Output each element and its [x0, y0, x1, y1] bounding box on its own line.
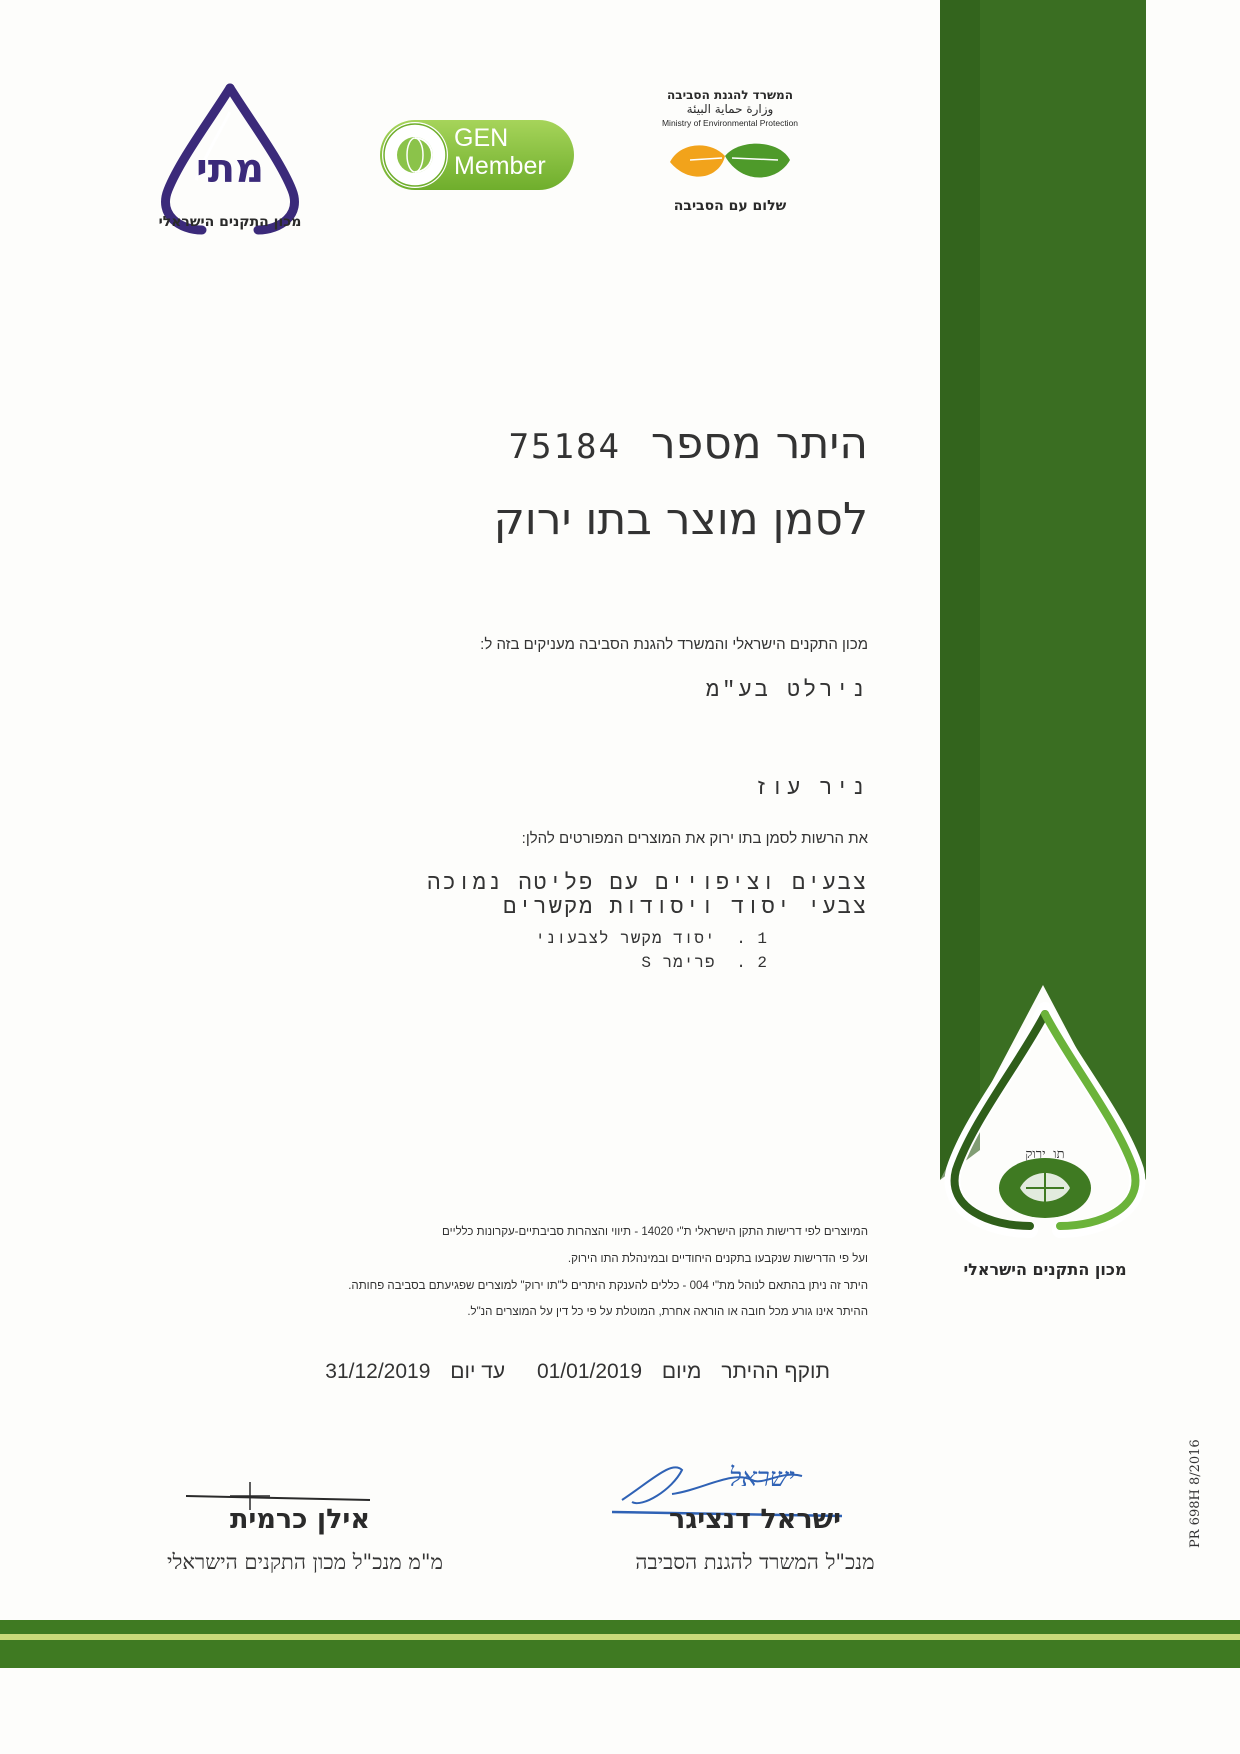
bottom-stripe	[0, 1620, 1240, 1668]
mati-mark-text: מתי	[195, 146, 265, 192]
permit-label: היתר מספר	[650, 418, 868, 469]
gen-member-logo	[378, 118, 576, 192]
validity-from-label: מיום	[661, 1360, 702, 1383]
product-category-line1: צבעים וציפויים עם פליטה נמוכה	[427, 871, 868, 896]
leaves-icon	[650, 134, 810, 194]
signer-right-title: מנכ"ל המשרד להגנת הסביבה	[635, 1550, 875, 1574]
page-title	[509, 418, 868, 469]
ministry-hebrew-name: המשרד להגנת הסביבה	[667, 88, 793, 102]
product-item-number: 1 .	[736, 930, 768, 948]
product-category-line2: צבעי יסוד ויסודות מקשרים	[503, 895, 868, 920]
legal-note: ההיתר אינו גורע מכל חובה או הוראה אחרת, המוטלת על פי כל דין על המוצרים הנ"ל.	[467, 1306, 868, 1318]
validity-to-label: עד יום	[450, 1360, 506, 1383]
form-code: PR 698H 8/2016	[1188, 1439, 1203, 1548]
product-item	[641, 954, 768, 972]
permit-number: 75184	[508, 427, 621, 467]
company-name: נירלט בע"מ	[705, 678, 868, 703]
signature-right-handwriting: ישראל	[729, 1463, 795, 1493]
ministry-logo	[650, 88, 810, 218]
product-item	[535, 930, 768, 948]
product-item-number: 2 .	[736, 954, 768, 972]
signer-right-name: ישראל דנציגר	[668, 1504, 842, 1535]
legal-note: המיוצרים לפי דרישות התקן הישראלי ת"י 14020 - תיווי והצהרות סביבתיים-עקרונות כלליים	[442, 1226, 868, 1238]
green-label-logo	[930, 1000, 1160, 1300]
green-label-mark-text: תו ירוק	[1025, 1147, 1065, 1162]
green-label-drop-icon	[930, 1000, 1160, 1270]
gen-word-gen: GEN	[454, 124, 509, 152]
validity-to-date: 31/12/2019	[325, 1360, 431, 1383]
gen-word-member: Member	[454, 152, 546, 180]
signer-left-name: אילן כרמית	[229, 1504, 371, 1535]
validity-from-date: 01/01/2019	[536, 1360, 643, 1383]
product-item-name: יסוד מקשר לצבעוני	[535, 930, 716, 948]
products-intro-text: את הרשות לסמן בתו ירוק את המוצרים המפורטים להלן:	[521, 830, 868, 847]
ministry-english-name: Ministry of Environmental Protection	[661, 118, 799, 128]
company-city: ניר עוז	[754, 776, 868, 801]
product-item-name: פרימר S	[641, 954, 716, 972]
mati-caption: מכון התקנים הישראלי	[158, 214, 302, 230]
page-subtitle: לסמן מוצר בתו ירוק	[493, 494, 868, 545]
green-label-caption: מכון התקנים הישראלי	[963, 1260, 1127, 1279]
validity-period	[311, 1360, 830, 1384]
ministry-arabic-name: وزارة حماية البيئة	[686, 102, 774, 116]
legal-note: ועל פי הדרישות שנקבעו בתקנים היחודיים ובמינהלת התו הירוק.	[567, 1253, 868, 1265]
grant-intro-text: מכון התקנים הישראלי והמשרד להגנת הסביבה מעניקים בזה ל:	[480, 636, 868, 653]
signer-left-title: מ"מ מנכ"ל מכון התקנים הישראלי	[167, 1550, 443, 1574]
legal-note: היתר זה ניתן בהתאם לנוהל מת"י 004 - כללים להענקת היתרים ל"תו ירוק" למוצרים שפגיעתם בסביבה פחותה.	[348, 1280, 868, 1292]
validity-label: תוקף ההיתר	[721, 1360, 830, 1383]
mati-logo	[140, 80, 320, 250]
ministry-slogan: שלום עם הסביבה	[673, 198, 787, 214]
